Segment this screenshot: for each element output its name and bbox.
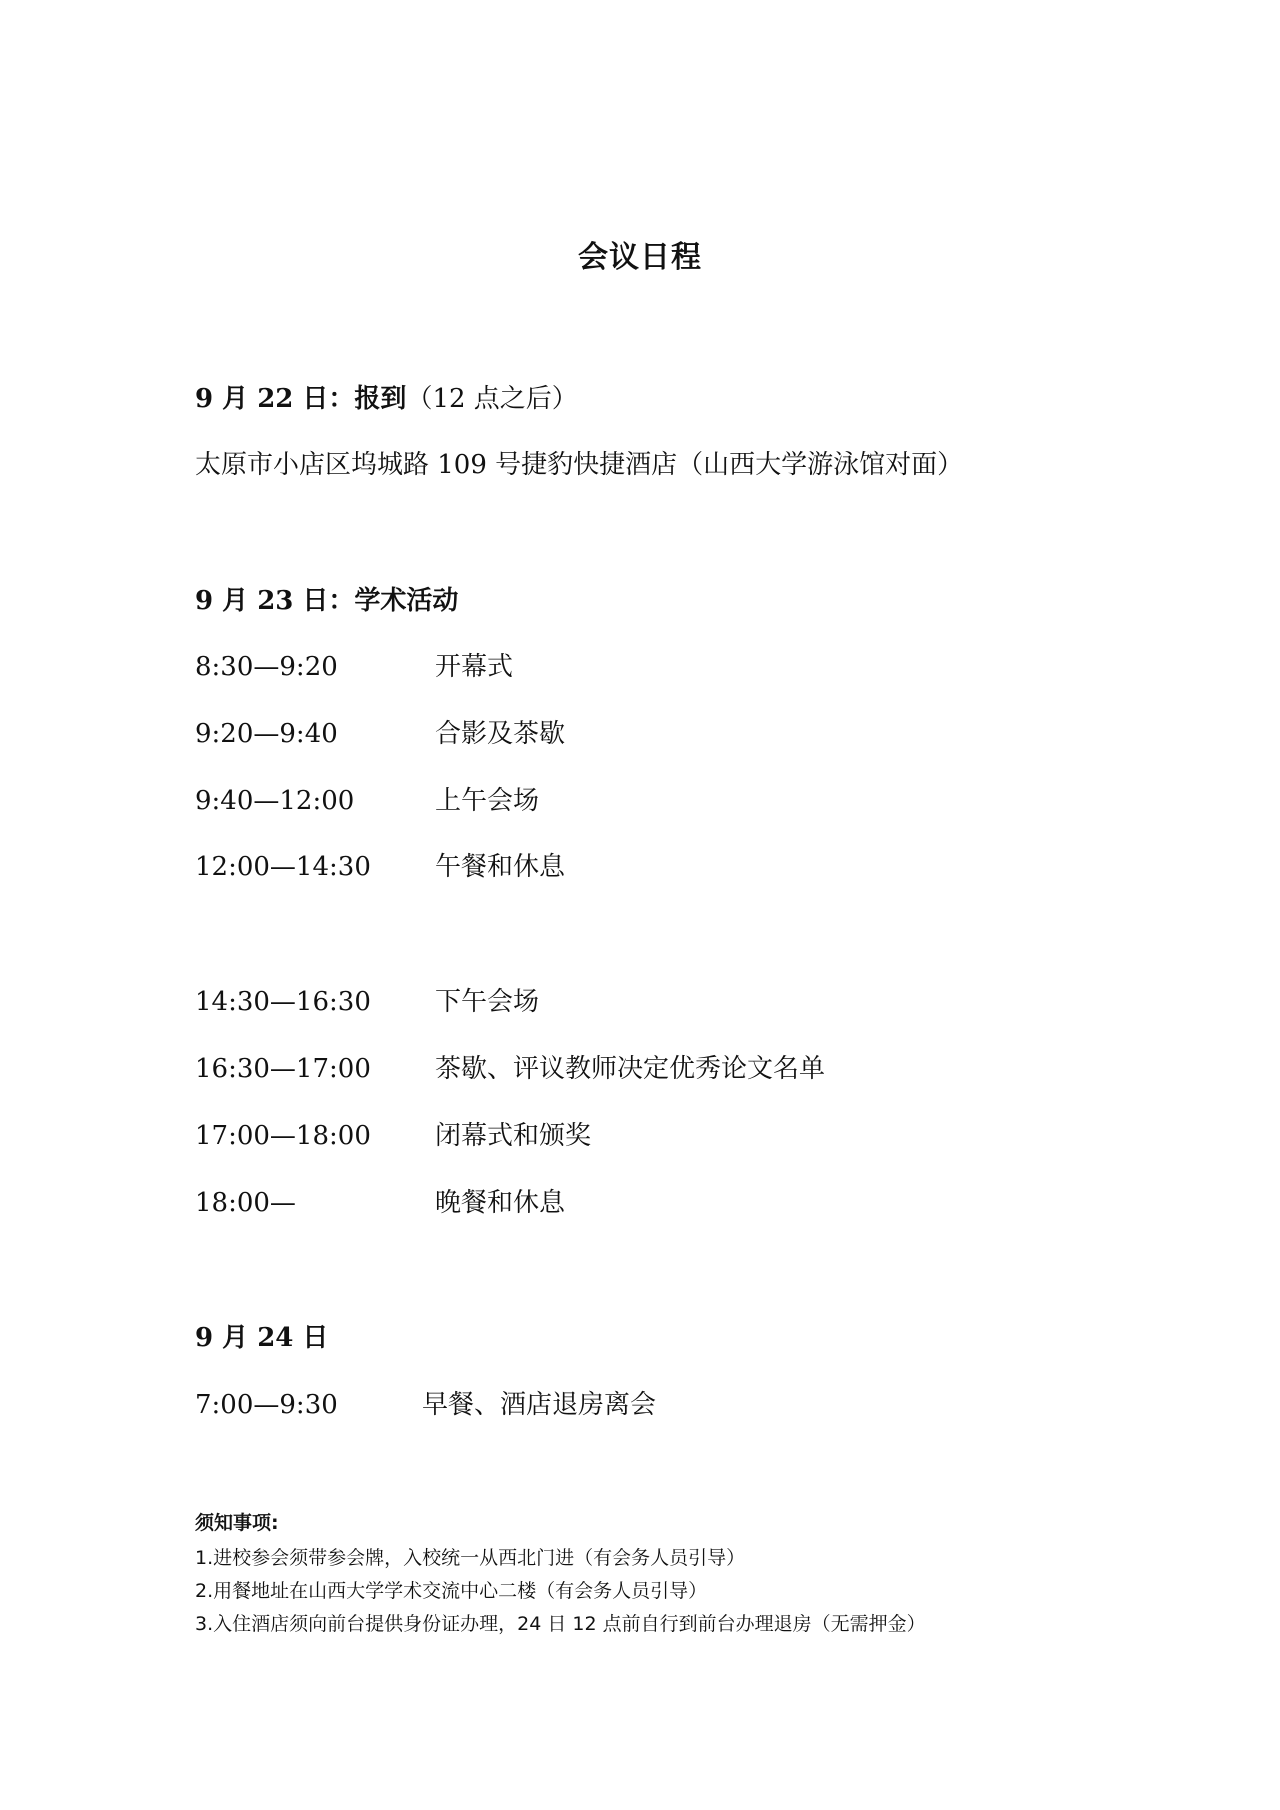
schedule-time: 7:00—9:30: [195, 1390, 338, 1420]
schedule-row: [195, 646, 513, 683]
schedule-activity: 上午会场: [435, 786, 540, 816]
schedule-time: 8:30—9:20: [195, 652, 338, 682]
day1-address: 太原市小店区坞城路 109 号捷豹快捷酒店（山西大学游泳馆对面）: [195, 450, 964, 480]
schedule-activity: 合影及茶歇: [435, 719, 566, 749]
page-title: 会议日程: [578, 240, 702, 275]
note-item: 3.入住酒店须向前台提供身份证办理，24 日 12 点前自行到前台办理退房（无需押金）: [195, 1613, 926, 1635]
schedule-activity: 下午会场: [435, 987, 540, 1017]
schedule-activity: 茶歇、评议教师决定优秀论文名单: [435, 1054, 826, 1084]
schedule-row: [195, 981, 539, 1018]
day1-heading-note: （12 点之后）: [406, 384, 578, 414]
schedule-row: [195, 1115, 591, 1152]
schedule-row: [195, 1048, 825, 1085]
schedule-time: 9:40—12:00: [195, 786, 355, 816]
day1-heading-text: 9 月 22 日：报到: [195, 384, 407, 414]
schedule-time: 18:00—: [195, 1188, 296, 1218]
schedule-activity: 开幕式: [435, 652, 514, 682]
schedule-activity: 午餐和休息: [435, 852, 566, 882]
note-item: 1.进校参会须带参会牌，入校统一从西北门进（有会务人员引导）: [195, 1547, 746, 1569]
schedule-activity: 早餐、酒店退房离会: [422, 1390, 657, 1420]
notes-title: 须知事项:: [195, 1512, 279, 1534]
schedule-time: 9:20—9:40: [195, 719, 338, 749]
day2-heading: 9 月 23 日：学术活动: [195, 586, 459, 616]
day3-heading: 9 月 24 日: [195, 1323, 329, 1353]
schedule-time: 14:30—16:30: [195, 987, 371, 1017]
schedule-time: 16:30—17:00: [195, 1054, 371, 1084]
schedule-time: 17:00—18:00: [195, 1121, 371, 1151]
day1-heading: [195, 378, 578, 415]
schedule-row: [195, 846, 565, 883]
schedule-row: [195, 780, 539, 817]
schedule-time: 12:00—14:30: [195, 852, 371, 882]
schedule-row: [195, 713, 565, 750]
schedule-activity: 晚餐和休息: [435, 1188, 566, 1218]
schedule-row: [195, 1182, 565, 1219]
schedule-activity: 闭幕式和颁奖: [435, 1121, 592, 1151]
schedule-row: [195, 1384, 656, 1421]
note-item: 2.用餐地址在山西大学学术交流中心二楼（有会务人员引导）: [195, 1580, 708, 1602]
